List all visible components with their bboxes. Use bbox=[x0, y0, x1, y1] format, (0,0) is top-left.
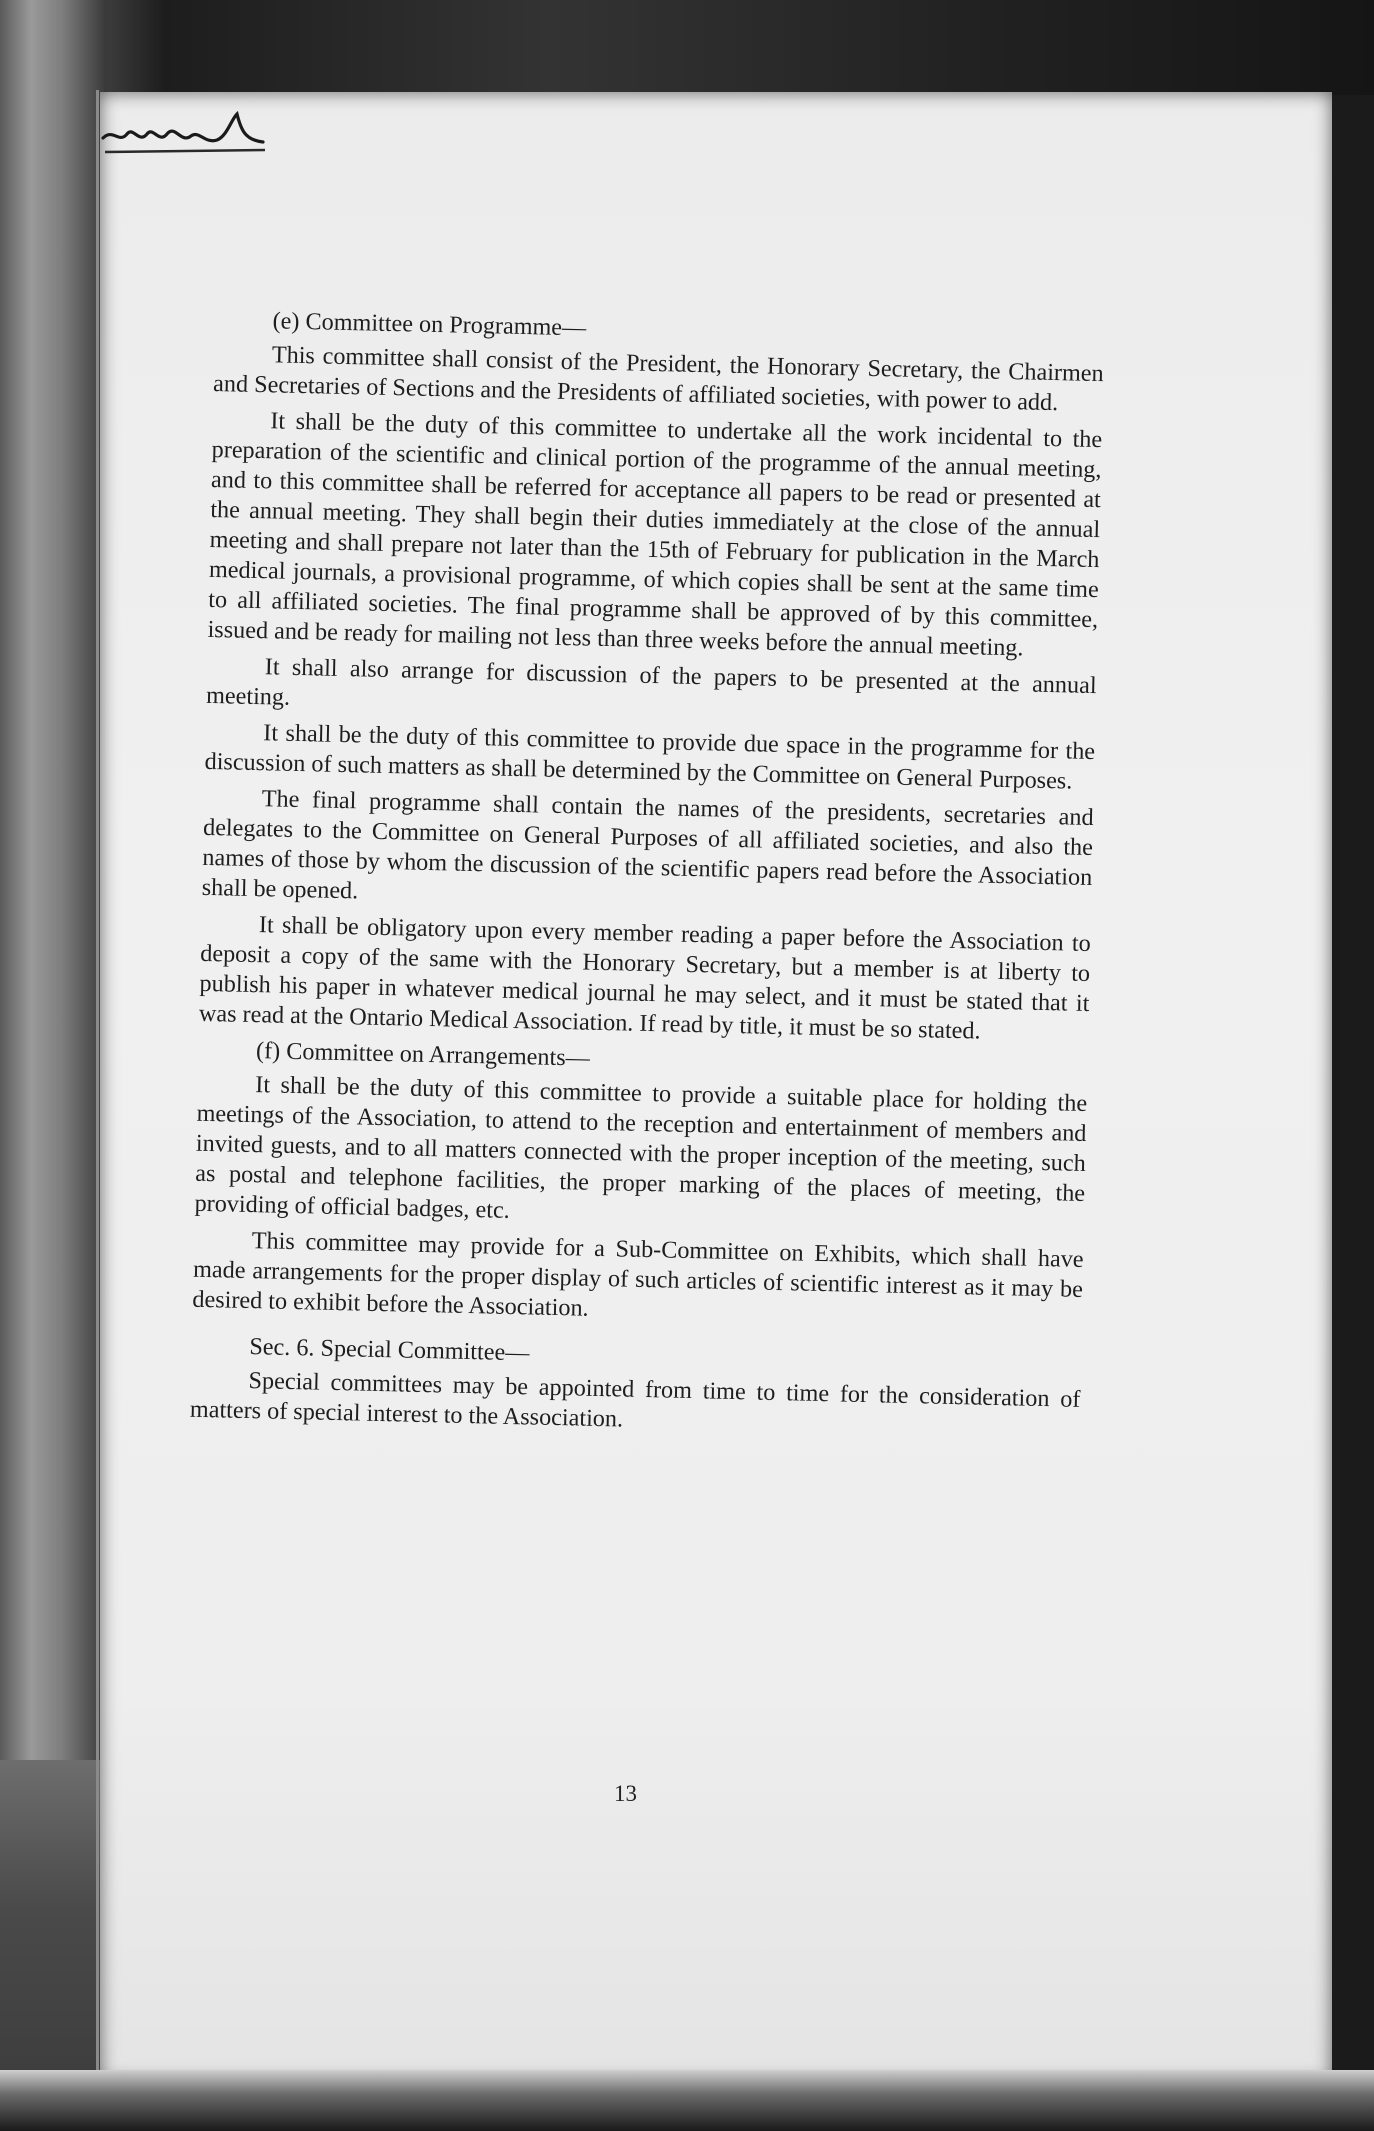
document-body bbox=[189, 305, 1104, 1451]
handwritten-mark bbox=[95, 100, 275, 160]
paragraph: It shall be the duty of this committee to provide due space in the programme for the discussion of such matters as shall be determined by the Committee on General Purposes. bbox=[204, 719, 1096, 795]
section-heading-sec6: Sec. 6. Special Committee— bbox=[249, 1333, 530, 1367]
paragraph: It shall also arrange for discussion of the papers to be presented at the annual meeting. bbox=[205, 653, 1097, 711]
paragraph: This committee may provide for a Sub-Committee on Exhibits, which shall have made arrangements for the proper display of such articles of scientific interest as it may be desired to exhibit before the Association. bbox=[192, 1227, 1084, 1322]
section-heading-f: (f) Committee on Arrangements— bbox=[255, 1037, 591, 1072]
paragraph: This committee shall consist of the President, the Honorary Secretary, the Chairmen and Secretaries of Sections and the Presidents of affiliated societies, with power to add. bbox=[212, 341, 1104, 417]
scan-top-border bbox=[0, 0, 1374, 95]
paragraph: Special committees may be appointed from time to time for the consideration of matters of special interest to the Association. bbox=[189, 1367, 1081, 1433]
page-left-edge bbox=[96, 90, 99, 2070]
section-heading-e: (e) Committee on Programme— bbox=[272, 307, 587, 342]
paragraph: It shall be the duty of this committee to undertake all the work incidental to the preparation of the scientific and clinical portion of the programme of the annual meeting, and to this committee shall be referred for acceptance all papers to be read or presented at the annual meeting. They shall begin their duties immediately at the close of the annual meeting and shall prepare not later than the 15th of February for publication in the March medical journals, a provisional programme, of which copies shall be sent at the same time to all affiliated societies. The final programme shall be approved of by this committee, issued and be ready for mailing not less than three weeks before the annual meeting. bbox=[207, 407, 1103, 662]
paragraph: It shall be the duty of this committee to provide a suitable place for holding the meetings of the Association, to attend to the reception and entertainment of members and invited guests, and to all matters connected with the proper inception of the meeting, such as postal and telephone facilities, the proper marking of the places of meeting, the providing of official badges, etc. bbox=[194, 1071, 1088, 1224]
paragraph: The final programme shall contain the names of the presidents, secretaries and delegates to the Committee on General Purposes of all affiliated societies, and also the names of those by whom the discussion of the scientific papers read before the Association shall be opened. bbox=[201, 785, 1094, 905]
scan-bottom-border bbox=[0, 2070, 1374, 2131]
paragraph: It shall be obligatory upon every member reading a paper before the Association to deposit a copy of the same with the Honorary Secretary, but a member is at liberty to publish his paper in whatever medical journal he may select, and it must be stated that it was read at the Ontario Medical Association. If read by title, it must be so stated. bbox=[198, 911, 1092, 1045]
page-number: 13 bbox=[614, 1781, 637, 1806]
